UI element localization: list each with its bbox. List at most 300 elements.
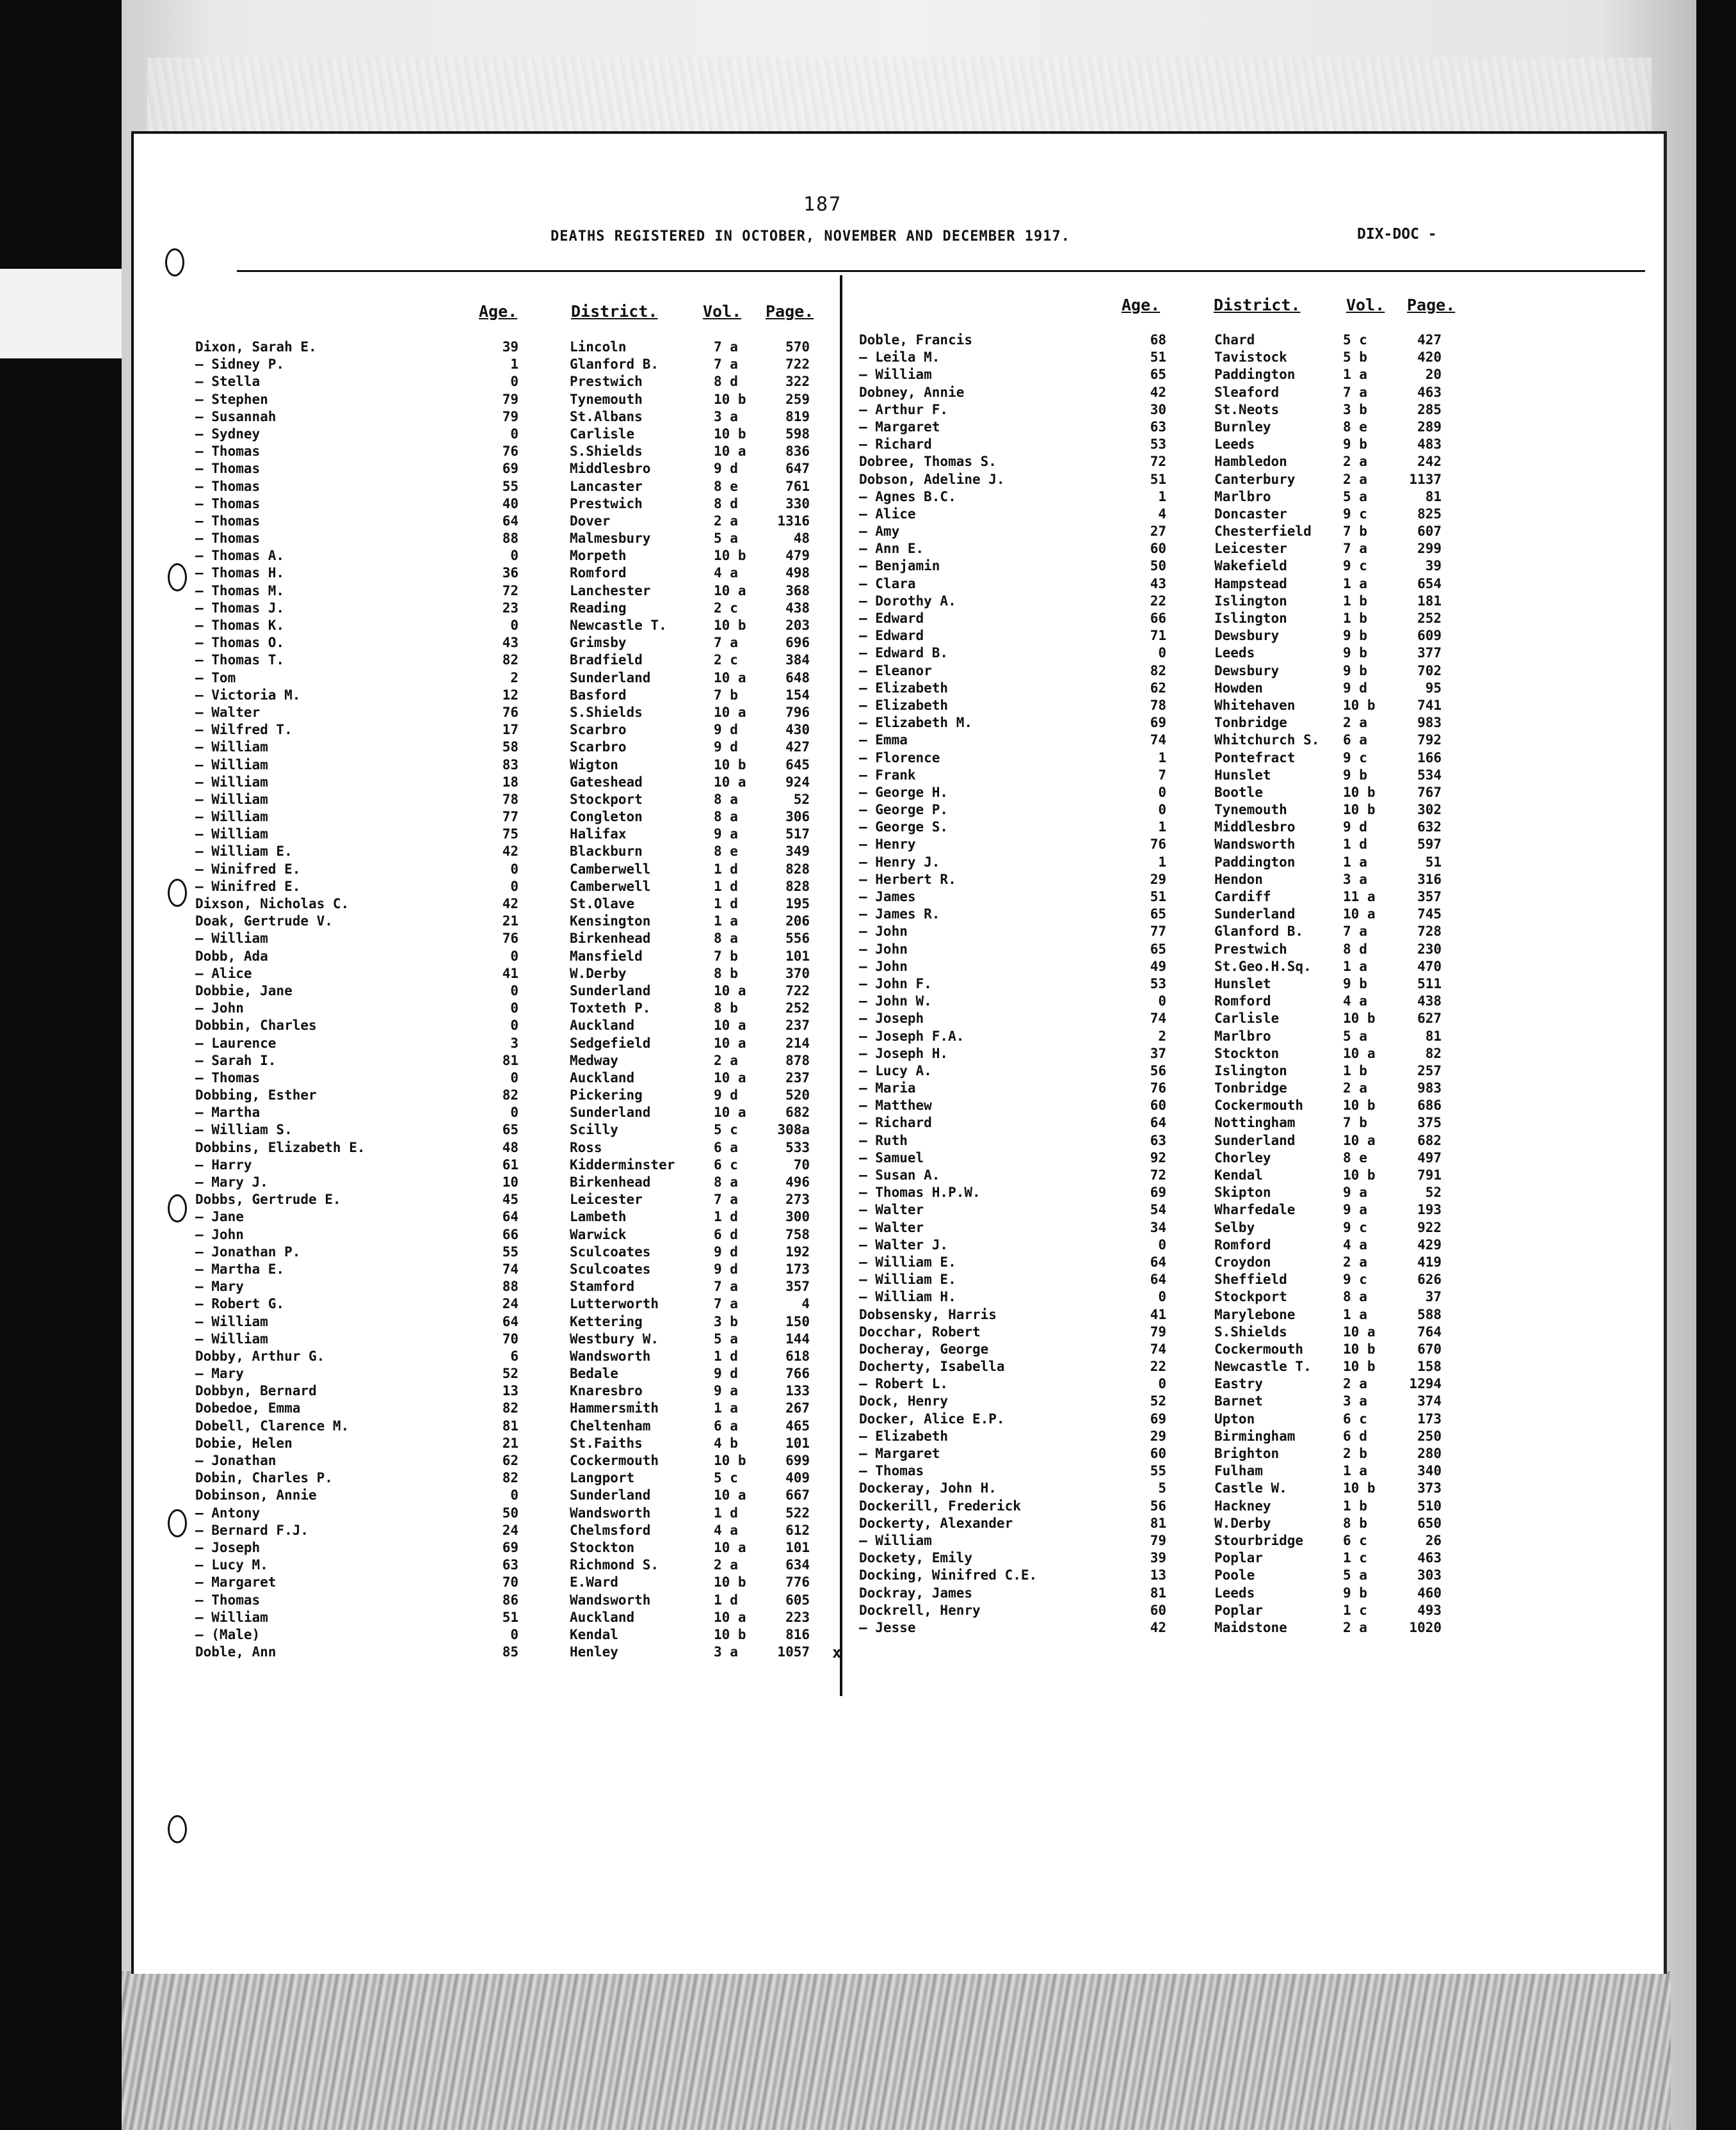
entry-volume: 3 b xyxy=(714,1313,738,1329)
entry-district: Stourbridge xyxy=(1214,1532,1304,1548)
entry-volume: 10 a xyxy=(1343,1132,1376,1148)
entry-volume: 2 c xyxy=(714,600,738,616)
register-entry-row xyxy=(859,367,1659,384)
register-entry-row xyxy=(195,1523,835,1540)
register-entry-row xyxy=(859,628,1659,645)
register-entry-row xyxy=(195,844,835,861)
entry-district: Bedale xyxy=(570,1366,618,1382)
entry-volume: 5 a xyxy=(1343,1567,1367,1583)
entry-name: — Alice xyxy=(859,506,916,522)
entry-district: Bootle xyxy=(1214,784,1263,800)
entry-district: Middlesbro xyxy=(570,461,651,477)
entry-page: 306 xyxy=(785,809,810,825)
entry-age: 64 xyxy=(1150,1254,1166,1270)
entry-age: 41 xyxy=(502,965,518,981)
entry-volume: 6 c xyxy=(1343,1532,1367,1548)
entry-age: 69 xyxy=(502,461,518,477)
register-entry-row xyxy=(195,739,835,757)
entry-name: — John xyxy=(195,1000,244,1016)
entry-name: Dobbin, Charles xyxy=(195,1018,317,1034)
entry-page: 776 xyxy=(785,1574,810,1590)
entry-name: — Dorothy A. xyxy=(859,593,956,609)
entry-district: Cockermouth xyxy=(1214,1341,1304,1357)
entry-name: — Agnes B.C. xyxy=(859,488,956,504)
register-entry-row xyxy=(195,931,835,948)
entry-district: Sheffield xyxy=(1214,1272,1287,1288)
entry-name: — Winifred E. xyxy=(195,878,301,894)
entry-page: 819 xyxy=(785,408,810,424)
entry-name: — George H. xyxy=(859,784,949,800)
entry-name: — Margaret xyxy=(859,1446,940,1461)
entry-age: 51 xyxy=(1150,889,1166,904)
register-entry-row xyxy=(195,356,835,374)
entry-page: 285 xyxy=(1417,401,1442,417)
entry-age: 1 xyxy=(1158,854,1166,870)
entry-name: — George P. xyxy=(859,802,949,818)
entry-age: 63 xyxy=(1150,1132,1166,1148)
entry-page: 214 xyxy=(785,1035,810,1051)
entry-age: 24 xyxy=(502,1296,518,1312)
entry-district: Marlbro xyxy=(1214,488,1271,504)
entry-page: 299 xyxy=(1417,541,1442,557)
entry-age: 82 xyxy=(502,652,518,668)
entry-page: 150 xyxy=(785,1313,810,1329)
entry-name: Dobson, Adeline J. xyxy=(859,471,1005,487)
entry-volume: 8 a xyxy=(1343,1289,1367,1305)
entry-age: 64 xyxy=(502,1209,518,1225)
register-entry-row xyxy=(859,993,1659,1011)
entry-name: — William H. xyxy=(859,1289,956,1305)
entry-district: Doncaster xyxy=(1214,506,1287,522)
entry-district: Birmingham xyxy=(1214,1428,1296,1444)
entry-district: Hunslet xyxy=(1214,975,1271,991)
register-entry-row xyxy=(195,705,835,722)
register-entry-row xyxy=(195,983,835,1000)
entry-name: Dobbing, Esther xyxy=(195,1087,317,1103)
entry-name: Dobb, Ada xyxy=(195,948,268,964)
register-entry-row xyxy=(859,906,1659,924)
entry-district: Scarbro xyxy=(570,739,627,755)
entry-age: 45 xyxy=(502,1192,518,1208)
entry-page: 767 xyxy=(1417,784,1442,800)
entry-page: 605 xyxy=(785,1592,810,1608)
entry-page: 273 xyxy=(785,1192,810,1208)
register-entry-row xyxy=(195,1279,835,1296)
register-entry-row xyxy=(859,1533,1659,1550)
entry-volume: 5 a xyxy=(1343,488,1367,504)
entry-district: Barnet xyxy=(1214,1393,1263,1409)
entry-age: 43 xyxy=(1150,575,1166,591)
entry-volume: 10 b xyxy=(1343,1011,1376,1027)
entry-name: — William xyxy=(195,1331,268,1347)
entry-volume: 10 a xyxy=(714,1539,746,1555)
register-entry-row xyxy=(195,1122,835,1139)
entry-page: 26 xyxy=(1425,1532,1442,1548)
register-entry-row xyxy=(859,1150,1659,1167)
entry-volume: 9 d xyxy=(1343,680,1367,696)
entry-name: — John xyxy=(859,958,908,974)
entry-age: 39 xyxy=(502,339,518,355)
register-entry-row xyxy=(195,757,835,774)
entry-name: Dobbins, Elizabeth E. xyxy=(195,1139,366,1155)
entry-volume: 9 d xyxy=(714,1087,738,1103)
entry-volume: 2 a xyxy=(1343,715,1367,731)
entry-volume: 9 b xyxy=(1343,645,1367,661)
entry-page: 52 xyxy=(1425,1185,1442,1201)
scan-edge-tab xyxy=(0,269,122,358)
entry-district: Romford xyxy=(1214,1237,1271,1253)
entry-age: 0 xyxy=(510,618,518,633)
register-entry-row xyxy=(859,1550,1659,1567)
entry-name: — Mary xyxy=(195,1366,244,1382)
entry-age: 0 xyxy=(510,1000,518,1016)
right-header-vol: Vol. xyxy=(1346,296,1385,314)
entry-page: 37 xyxy=(1425,1289,1442,1305)
entry-volume: 8 e xyxy=(1343,1149,1367,1165)
entry-page: 173 xyxy=(785,1261,810,1277)
entry-page: 181 xyxy=(1417,593,1442,609)
register-entry-row xyxy=(195,618,835,635)
entry-volume: 1 a xyxy=(1343,575,1367,591)
register-entry-row xyxy=(859,924,1659,941)
entry-name: — William S. xyxy=(195,1122,293,1138)
register-entry-row xyxy=(195,531,835,548)
entry-district: Romford xyxy=(1214,993,1271,1009)
entry-age: 51 xyxy=(502,1609,518,1625)
punch-hole-icon xyxy=(165,248,184,276)
entry-page: 195 xyxy=(785,896,810,911)
entry-district: St.Geo.H.Sq. xyxy=(1214,958,1312,974)
entry-volume: 9 c xyxy=(1343,749,1367,765)
entry-district: Sedgefield xyxy=(570,1035,651,1051)
entry-age: 88 xyxy=(502,531,518,547)
register-entry-row xyxy=(195,339,835,356)
entry-page: 419 xyxy=(1417,1254,1442,1270)
entry-page: 373 xyxy=(1417,1480,1442,1496)
entry-volume: 1 a xyxy=(1343,1306,1367,1322)
entry-district: Hampstead xyxy=(1214,575,1287,591)
register-entry-row xyxy=(195,896,835,913)
entry-name: Docheray, George xyxy=(859,1341,989,1357)
entry-volume: 2 b xyxy=(1343,1446,1367,1461)
register-entry-row xyxy=(195,1192,835,1209)
left-header-age: Age. xyxy=(479,302,518,321)
entry-page: 612 xyxy=(785,1522,810,1538)
register-entry-row xyxy=(859,976,1659,993)
register-entry-row xyxy=(859,611,1659,628)
entry-district: Upton xyxy=(1214,1411,1255,1427)
entry-district: Prestwich xyxy=(570,374,643,390)
register-entry-row xyxy=(195,583,835,600)
entry-page: 924 xyxy=(785,774,810,790)
entry-district: Selby xyxy=(1214,1219,1255,1235)
entry-district: Fulham xyxy=(1214,1463,1263,1479)
entry-volume: 1 d xyxy=(714,1209,738,1225)
column-divider xyxy=(840,275,842,1696)
entry-page: 460 xyxy=(1417,1585,1442,1601)
entry-age: 6 xyxy=(510,1348,518,1364)
entry-age: 0 xyxy=(510,1018,518,1034)
entry-name: — Thomas xyxy=(195,444,261,460)
entry-age: 1 xyxy=(1158,488,1166,504)
entry-district: Hunslet xyxy=(1214,767,1271,783)
entry-page: 70 xyxy=(793,1157,810,1173)
entry-district: Lutterworth xyxy=(570,1296,659,1312)
entry-page: 438 xyxy=(1417,993,1442,1009)
entry-name: — William E. xyxy=(859,1272,956,1288)
register-entry-row xyxy=(195,1505,835,1523)
entry-age: 76 xyxy=(502,704,518,720)
entry-volume: 8 b xyxy=(714,1000,738,1016)
entry-district: Auckland xyxy=(570,1609,635,1625)
register-entry-row xyxy=(859,1133,1659,1150)
entry-volume: 10 b xyxy=(714,1574,746,1590)
entry-age: 61 xyxy=(502,1157,518,1173)
entry-page: 479 xyxy=(785,548,810,564)
entry-volume: 1 a xyxy=(714,1400,738,1416)
entry-name: — William xyxy=(195,757,268,773)
register-entry-row xyxy=(195,1036,835,1053)
entry-district: Sunderland xyxy=(1214,906,1296,922)
entry-volume: 4 b xyxy=(714,1435,738,1451)
entry-name: Doak, Gertrude V. xyxy=(195,913,333,929)
entry-volume: 5 a xyxy=(714,531,738,547)
register-entry-row xyxy=(859,1446,1659,1463)
entry-age: 0 xyxy=(510,948,518,964)
register-entry-row xyxy=(195,670,835,687)
entry-page: 20 xyxy=(1425,367,1442,383)
entry-district: Maidstone xyxy=(1214,1619,1287,1635)
register-entry-row xyxy=(195,426,835,444)
entry-age: 4 xyxy=(1158,506,1166,522)
entry-name: Dobinson, Annie xyxy=(195,1487,317,1503)
entry-volume: 1 a xyxy=(1343,958,1367,974)
entry-page: 330 xyxy=(785,495,810,511)
register-entry-row xyxy=(859,1429,1659,1446)
entry-district: Poplar xyxy=(1214,1550,1263,1566)
register-entry-row xyxy=(195,949,835,966)
entry-name: — Margaret xyxy=(195,1574,277,1590)
register-entry-row xyxy=(195,1592,835,1610)
entry-age: 0 xyxy=(510,548,518,564)
entry-page: 722 xyxy=(785,982,810,998)
entry-age: 42 xyxy=(1150,384,1166,400)
entry-name: — Susan A. xyxy=(859,1167,940,1183)
entry-name: — William xyxy=(195,931,268,947)
register-entry-row xyxy=(859,802,1659,819)
entry-page: 1294 xyxy=(1409,1376,1442,1392)
register-entry-row xyxy=(195,1140,835,1157)
entry-name: — William xyxy=(195,1609,268,1625)
entry-district: Camberwell xyxy=(570,861,651,877)
entry-volume: 9 d xyxy=(714,1244,738,1260)
entry-page: 1057 xyxy=(777,1644,810,1660)
entry-page: 463 xyxy=(1417,1550,1442,1566)
entry-page: 368 xyxy=(785,582,810,598)
register-entry-row xyxy=(859,1585,1659,1603)
register-entry-row xyxy=(195,1540,835,1557)
entry-age: 36 xyxy=(502,565,518,581)
entry-age: 23 xyxy=(502,600,518,616)
entry-volume: 10 b xyxy=(714,548,746,564)
entry-name: — Winifred E. xyxy=(195,861,301,877)
entry-age: 21 xyxy=(502,1435,518,1451)
entry-name: Dobney, Annie xyxy=(859,384,965,400)
register-entry-row xyxy=(195,374,835,391)
entry-page: 340 xyxy=(1417,1463,1442,1479)
entry-age: 1 xyxy=(1158,819,1166,835)
entry-name: — Jane xyxy=(195,1209,244,1225)
entry-volume: 10 a xyxy=(1343,906,1376,922)
entry-age: 65 xyxy=(1150,941,1166,957)
entry-page: 302 xyxy=(1417,802,1442,818)
entry-name: Dobie, Helen xyxy=(195,1435,293,1451)
entry-volume: 2 a xyxy=(1343,1619,1367,1635)
register-entry-row xyxy=(859,732,1659,749)
entry-name: — Florence xyxy=(859,749,940,765)
register-entry-row xyxy=(195,1018,835,1035)
entry-district: Warwick xyxy=(570,1226,627,1242)
entry-name: — Joseph F.A. xyxy=(859,1028,965,1044)
entry-volume: 9 a xyxy=(1343,1185,1367,1201)
entry-page: 463 xyxy=(1417,384,1442,400)
entry-page: 520 xyxy=(785,1087,810,1103)
entry-name: Docchar, Robert xyxy=(859,1324,981,1340)
entry-district: Pickering xyxy=(570,1087,643,1103)
register-entry-row xyxy=(195,1453,835,1470)
entry-page: 52 xyxy=(793,791,810,807)
entry-district: Leeds xyxy=(1214,436,1255,452)
entry-age: 71 xyxy=(1150,628,1166,644)
entry-volume: 10 b xyxy=(714,618,746,633)
entry-volume: 7 a xyxy=(1343,384,1367,400)
entry-name: — Victoria M. xyxy=(195,687,301,703)
register-entry-row xyxy=(195,861,835,879)
entry-name: Dobbie, Jane xyxy=(195,982,293,998)
entry-district: Henley xyxy=(570,1644,618,1660)
entry-volume: 1 d xyxy=(714,896,738,911)
entry-district: Richmond S. xyxy=(570,1557,659,1573)
entry-name: — James xyxy=(859,889,916,904)
register-entry-row xyxy=(859,1341,1659,1359)
register-entry-row xyxy=(859,1185,1659,1202)
entry-volume: 10 a xyxy=(714,444,746,460)
entry-page: 702 xyxy=(1417,662,1442,678)
entry-volume: 5 c xyxy=(714,1122,738,1138)
entry-district: Castle W. xyxy=(1214,1480,1287,1496)
entry-name: — Henry J. xyxy=(859,854,940,870)
entry-district: Leeds xyxy=(1214,645,1255,661)
entry-volume: 8 d xyxy=(714,374,738,390)
entry-district: Medway xyxy=(570,1052,618,1068)
entry-page: 250 xyxy=(1417,1428,1442,1444)
entry-name: — Samuel xyxy=(859,1149,924,1165)
entry-age: 51 xyxy=(1150,471,1166,487)
entry-district: Sunderland xyxy=(1214,1132,1296,1148)
entry-name: — Sarah I. xyxy=(195,1052,277,1068)
entry-volume: 5 a xyxy=(1343,1028,1367,1044)
register-entry-row xyxy=(859,541,1659,558)
entry-age: 72 xyxy=(502,582,518,598)
title-rule xyxy=(237,270,1645,272)
entry-page: 570 xyxy=(785,339,810,355)
register-entry-row xyxy=(859,1237,1659,1254)
entry-age: 39 xyxy=(1150,1550,1166,1566)
entry-district: Lancaster xyxy=(570,478,643,494)
entry-name: — Tom xyxy=(195,669,236,685)
entry-volume: 7 a xyxy=(714,635,738,651)
entry-district: S.Shields xyxy=(570,444,643,460)
register-entry-row xyxy=(195,1627,835,1644)
entry-name: — Margaret xyxy=(859,419,940,435)
entry-page: 654 xyxy=(1417,575,1442,591)
entry-page: 173 xyxy=(1417,1411,1442,1427)
entry-page: 259 xyxy=(785,391,810,407)
entry-age: 74 xyxy=(502,1261,518,1277)
register-entry-row xyxy=(859,1272,1659,1289)
entry-age: 0 xyxy=(510,1069,518,1085)
entry-age: 76 xyxy=(502,444,518,460)
entry-district: Scarbro xyxy=(570,722,627,738)
entry-age: 78 xyxy=(1150,697,1166,713)
register-entry-row xyxy=(859,1359,1659,1376)
left-column-entries xyxy=(195,339,835,1662)
entry-age: 55 xyxy=(502,478,518,494)
entry-volume: 9 c xyxy=(1343,1219,1367,1235)
entry-name: — William xyxy=(195,1313,268,1329)
entry-page: 267 xyxy=(785,1400,810,1416)
entry-page: 741 xyxy=(1417,697,1442,713)
register-entry-row xyxy=(859,1463,1659,1480)
entry-page: 828 xyxy=(785,861,810,877)
register-entry-row xyxy=(859,663,1659,680)
entry-page: 796 xyxy=(785,704,810,720)
register-entry-row xyxy=(859,819,1659,837)
entry-name: Dockeray, John H. xyxy=(859,1480,997,1496)
register-entry-row xyxy=(195,1366,835,1383)
entry-page: 650 xyxy=(1417,1515,1442,1531)
entry-district: Sculcoates xyxy=(570,1244,651,1260)
register-entry-row xyxy=(859,1411,1659,1429)
entry-age: 24 xyxy=(502,1522,518,1538)
entry-volume: 1 b xyxy=(1343,611,1367,626)
entry-page: 648 xyxy=(785,669,810,685)
entry-district: Sunderland xyxy=(570,982,651,998)
entry-age: 70 xyxy=(502,1574,518,1590)
entry-name: — Walter xyxy=(859,1202,924,1218)
entry-page: 825 xyxy=(1417,506,1442,522)
entry-age: 74 xyxy=(1150,1341,1166,1357)
entry-name: — Amy xyxy=(859,524,900,540)
entry-page: 166 xyxy=(1417,749,1442,765)
entry-age: 76 xyxy=(1150,1080,1166,1096)
entry-age: 74 xyxy=(1150,732,1166,748)
entry-name: — Jonathan P. xyxy=(195,1244,301,1260)
register-entry-row xyxy=(859,645,1659,662)
entry-page: 618 xyxy=(785,1348,810,1364)
entry-volume: 10 b xyxy=(1343,1480,1376,1496)
register-entry-row xyxy=(195,879,835,896)
entry-age: 42 xyxy=(502,896,518,911)
entry-age: 70 xyxy=(502,1331,518,1347)
entry-district: St.Faiths xyxy=(570,1435,643,1451)
entry-volume: 3 b xyxy=(1343,401,1367,417)
entry-age: 77 xyxy=(1150,924,1166,940)
entry-volume: 2 c xyxy=(714,652,738,668)
entry-name: — William xyxy=(195,809,268,825)
entry-page: 430 xyxy=(785,722,810,738)
entry-age: 27 xyxy=(1150,524,1166,540)
